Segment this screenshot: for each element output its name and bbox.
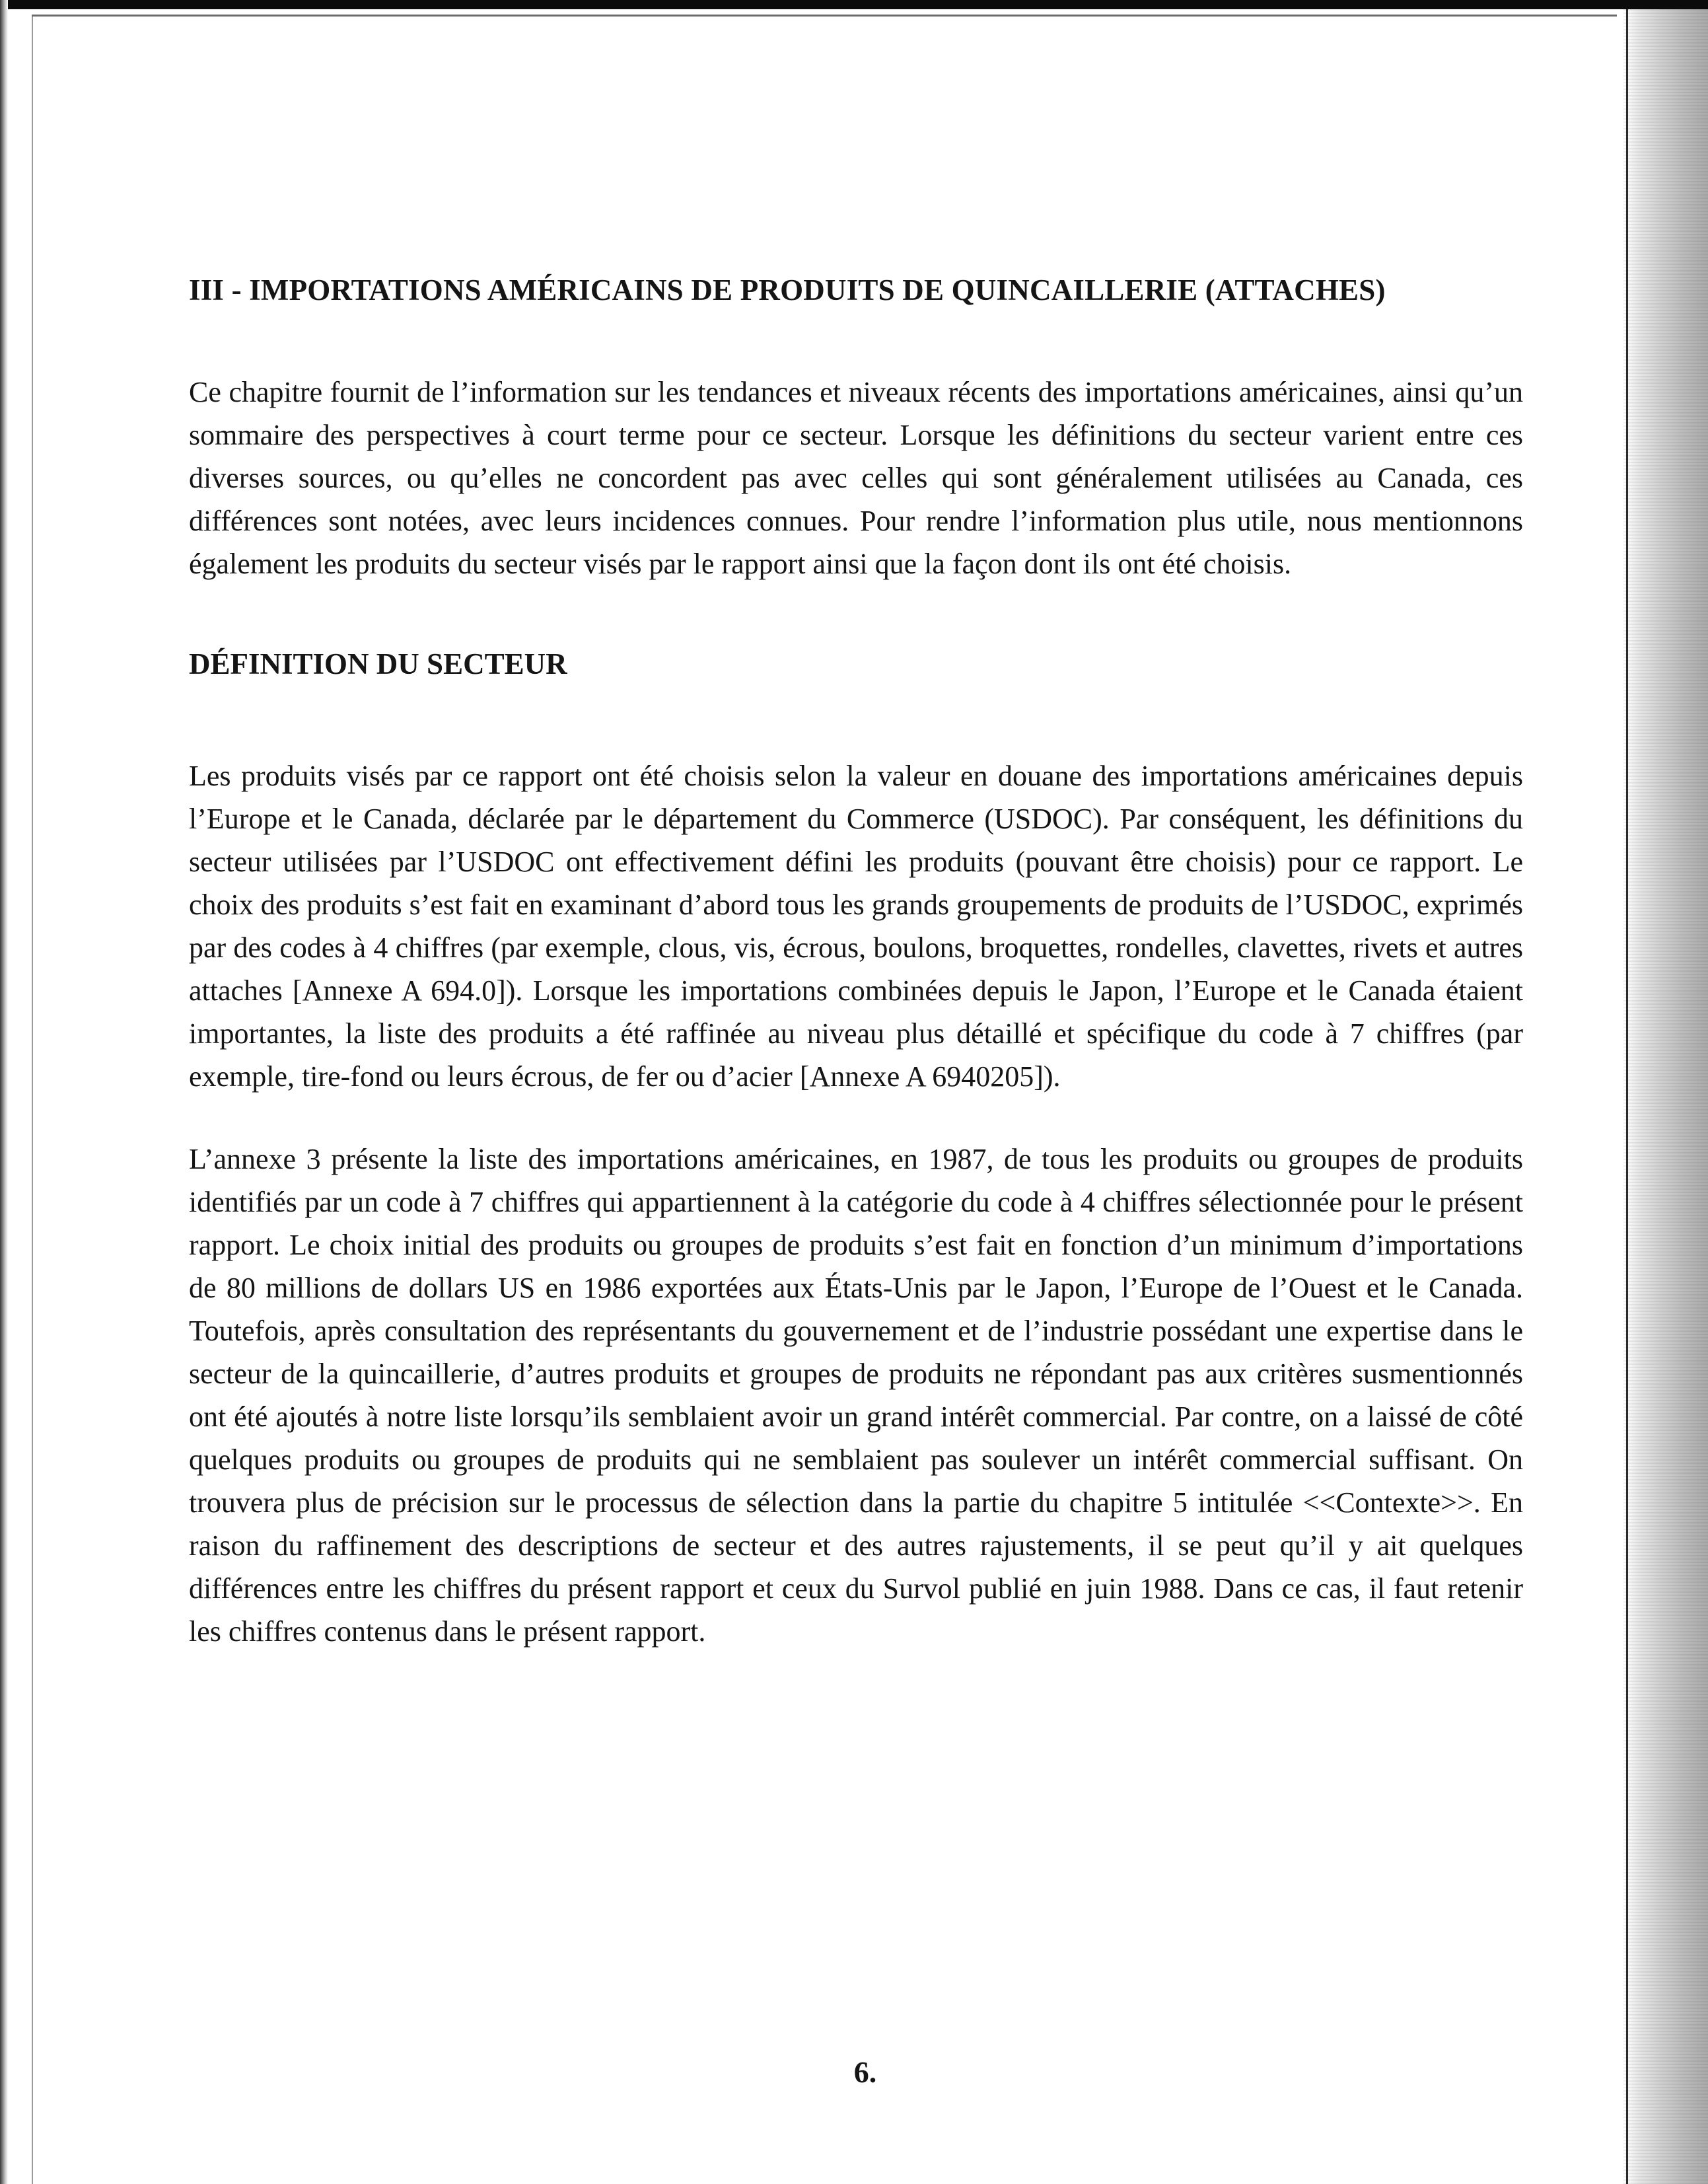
page-number: 6. <box>853 2055 877 2089</box>
scan-top-border-line <box>32 15 1617 17</box>
scan-top-edge <box>0 0 1708 9</box>
page-content <box>189 271 1523 1653</box>
definition-paragraph: Les produits visés par ce rapport ont été choisis selon la valeur en douane des importations américaines depuis l’Europe et le Canada, déclarée par le département du Commerce (USDOC). Par conséquent, les définitions du secteur utilisées par l’USDOC ont effectivement défini les produits (pouvant être choisis) pour ce rapport. Le choix des produits s’est fait en examinant d’abord tous les grands groupements de produits de l’USDOC, exprimés par des codes à 4 chiffres (par exemple, clous, vis, écrous, boulons, broquettes, rondelles, clavettes, rivets et autres attaches [Annexe A 694.0]). Lorsque les importations combinées depuis le Japon, l’Europe et le Canada étaient importantes, la liste des produits a été raffinée au niveau plus détaillé et spécifique du code à 7 chiffres (par exemple, tire-fond ou leurs écrous, de fer ou d’acier [Annexe A 6940205]). <box>189 760 1523 1093</box>
chapter-heading: III - IMPORTATIONS AMÉRICAINS DE PRODUITS DE QUINCAILLERIE (ATTACHES) <box>189 273 1386 307</box>
scan-left-border-line <box>32 15 33 2184</box>
intro-paragraph: Ce chapitre fournit de l’information sur les tendances et niveaux récents des importations américaines, ainsi qu’un sommaire des perspectives à court terme pour ce secteur. Lorsque les définitions du secteur varient entre ces diverses sources, ou qu’elles ne concordent pas avec celles qui sont généralement utilisées au Canada, ces différences sont notées, avec leurs incidences connues. Pour rendre l’information plus utile, nous mentionnons également les produits du secteur visés par le rapport ainsi que la façon dont ils ont été choisis. <box>189 375 1523 580</box>
annex-paragraph: L’annexe 3 présente la liste des importations américaines, en 1987, de tous les produits ou groupes de produits identifiés par un code à 7 chiffres qui appartiennent à la catégorie du code à 4 chiffres sélectionnée pour le présent rapport. Le choix initial des produits ou groupes de produits s’est fait en fonction d’un minimum d’importations de 80 millions de dollars US en 1986 exportées aux États-Unis par le Japon, l’Europe de l’Ouest et le Canada. Toutefois, après consultation des représentants du gouvernement et de l’industrie possédant une expertise dans le secteur de la quincaillerie, d’autres produits et groupes de produits ne répondant pas aux critères susmentionnés ont été ajoutés à notre liste lorsqu’ils semblaient avoir un grand intérêt commercial. Par contre, on a laissé de côté quelques produits ou groupes de produits qui ne semblaient pas soulever un intérêt commercial suffisant. On trouvera plus de précision sur le processus de sélection dans la partie du chapitre 5 intitulée <<Contexte>>. En raison du raffinement des descriptions de secteur et des autres rajustements, il se peut qu’il y ait quelques différences entre les chiffres du présent rapport et ceux du Survol publié en juin 1988. Dans ce cas, il faut retenir les chiffres contenus dans le présent rapport. <box>189 1143 1523 1648</box>
scan-left-edge <box>0 0 8 2184</box>
scan-right-edge <box>1623 9 1708 2184</box>
scan-right-border-line <box>1626 9 1628 2184</box>
section-heading: DÉFINITION DU SECTEUR <box>189 647 567 680</box>
